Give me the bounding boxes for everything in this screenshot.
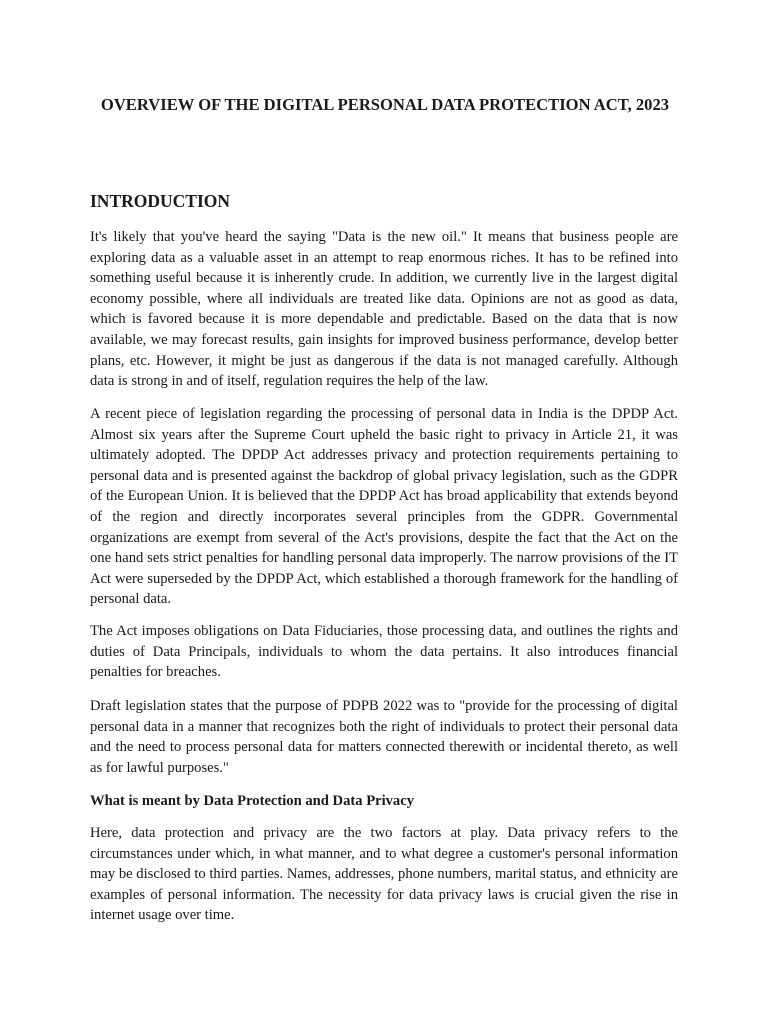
introduction-heading: INTRODUCTION xyxy=(90,191,231,211)
paragraph-data-privacy: Here, data protection and privacy are the two factors at play. Data privacy refers to the circumstances under which, in what manner, and to what degree a customer's personal information may be disclosed to third parties. Names, addresses, phone numbers, marital status, and ethnicity are examples of personal information. The necessity for data privacy laws is crucial given the rise in internet usage over time. xyxy=(90,825,678,924)
paragraph-dpdp-act-overview: A recent piece of legislation regarding the processing of personal data in India is the DPDP Act. Almost six years after the Supreme Court upheld the basic right to privacy in Article 21, it was ultimately adopted. The DPDP Act addresses privacy and protection requirements pertaining to personal data and is presented against the backdrop of global privacy legislation, such as the GDPR of the European Union. It is believed that the DPDP Act has broad applicability that extends beyond of the region and directly incorporates several principles from the GDPR. Governmental organizations are exempt from several of the Act's provisions, despite the fact that the Act on the one hand sets strict penalties for handling personal data improperly. The narrow provisions of the IT Act were superseded by the DPDP Act, which established a thorough framework for the handling of personal data. xyxy=(90,406,678,608)
paragraph-data-is-new-oil: It's likely that you've heard the saying "Data is the new oil." It means that business people are exploring data as a valuable asset in an attempt to reap enormous riches. It has to be refined into something useful because it is inherently crude. In addition, we currently live in the largest digital economy possible, where all individuals are treated like data. Opinions are not as good as data, which is favored because it is more dependable and predictable. Based on the data that is now available, we may forecast results, gain insights for improved business performance, develop better plans, etc. However, it might be just as dangerous if the data is not managed carefully. Although data is strong in and of itself, regulation requires the help of the law. xyxy=(90,229,678,390)
paragraph-pdpb-purpose: Draft legislation states that the purpose of PDPB 2022 was to "provide for the processing of digital personal data in a manner that recognizes both the right of individuals to protect their personal data and the need to process personal data for matters connected therewith or incidental thereto, as well as for lawful purposes." xyxy=(90,698,678,776)
data-protection-subheading: What is meant by Data Protection and Data Privacy xyxy=(90,793,415,809)
paragraph-obligations: The Act imposes obligations on Data Fiduciaries, those processing data, and outlines the rights and duties of Data Principals, individuals to whom the data pertains. It also introduces financial penalties for breaches. xyxy=(90,623,678,681)
document-title: OVERVIEW OF THE DIGITAL PERSONAL DATA PROTECTION ACT, 2023 xyxy=(100,95,670,114)
